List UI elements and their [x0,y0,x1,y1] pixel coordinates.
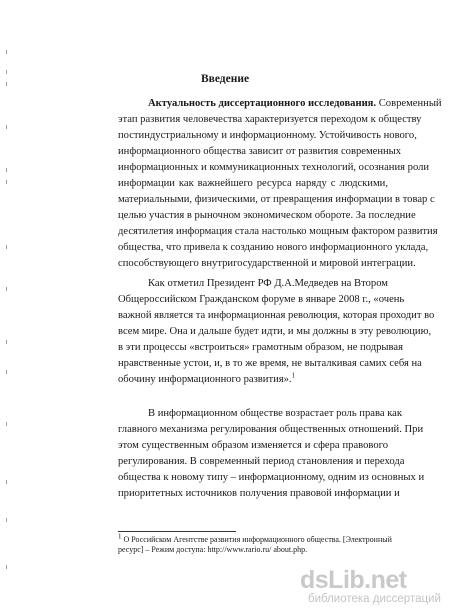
paragraph-relevance [118,96,442,272]
paragraph-line: в эти процессы «встроиться» грамотным образом, не подрывая [118,342,403,353]
paragraph-line: постиндустриальному и информационному. Устойчивость нового, [118,130,417,141]
paragraph-role-of-law [118,406,425,502]
paragraph-line: приоритетных источников получения правовой информации и [118,488,400,499]
paragraph-line: информации как важнейшего ресурса наряду с людскими, [118,178,388,189]
paragraph-line: этом существенным образом изменяется и сфера правового [118,440,388,451]
paragraph-line: важной является та информационная революция, которая проходит во [118,310,435,321]
paragraph-line: информационных и коммуникационных технологий, осознания роли [118,162,430,173]
paragraph-line: главного механизма регулирования общественных отношений. При [118,424,424,435]
footnote-marker: 1 [118,532,122,541]
paragraph-line: Общероссийском Гражданском форуме в январе 2008 г., «очень [118,294,405,305]
paragraph-line: В информационном обществе возрастает роль права как [148,408,403,419]
scan-margin-marks [0,40,14,580]
paragraph-line: регулирования. В современный период становления и перехода [118,456,405,467]
footnote-text: О Российском Агентстве развития информационного общества. [Электронный ресурс] – Режим доступа: http://www.rario.ru/ about.php. [118,535,392,554]
paragraph-line: десятилетия информация стала настолько мощным фактором развития [118,226,438,237]
footnote [118,532,403,555]
paragraph-text: обочину информационного развития». [118,374,292,385]
watermark-subtitle: библиотека диссертаций [308,593,441,605]
paragraph-medvedev-quote [118,276,435,388]
footnote-reference: 1 [291,371,296,380]
footnote-divider [118,531,236,532]
watermark-logo: dsLib.net [300,566,407,594]
paragraph-line [118,96,442,112]
paragraph-line: способствующего внутригосударственной и мировой интеграции. [118,258,416,269]
paragraph-line: материальными, физическими, от превращения информации в товар с [118,194,435,205]
paragraph-line: общества к новому типу – информационному, одним из основных и [118,472,425,483]
paragraph-text: Современный [376,98,442,109]
paragraph-line: этап развития человечества характеризуется переходом к обществу [118,114,422,125]
watermark [300,566,450,606]
paragraph-line: информационного общества зависит от развития современных [118,146,402,157]
paragraph-line: общества, что привела к созданию нового информационного уклада, [118,242,429,253]
paragraph-line: всем мире. Она и дальше будет идти, и мы должны в эту революцию, [118,326,432,337]
page-title: Введение [200,73,250,85]
paragraph-line: целью участия в рыночном экономическом обороте. За последние [118,210,416,221]
paragraph-line: Как отметил Президент РФ Д.А.Медведев на Втором [148,278,388,289]
relevance-heading: Актуальность диссертационного исследования. [148,98,377,109]
paragraph-line [118,372,388,388]
paragraph-line: нравственные устои, и, в то же время, не выталкивая самих себя на [118,358,422,369]
